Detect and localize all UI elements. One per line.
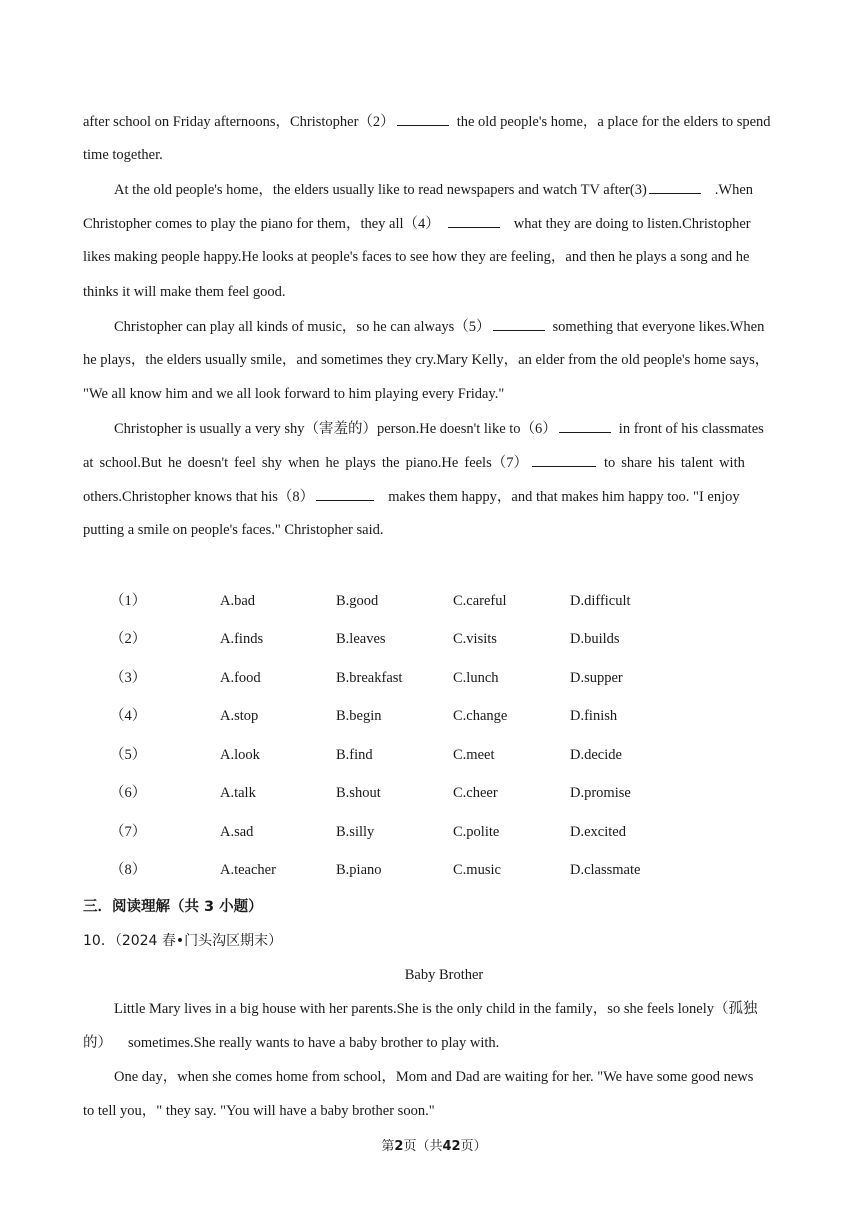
option-c: C.lunch — [453, 670, 499, 686]
answer-blank-3 — [649, 179, 701, 194]
option-number: （7） — [110, 824, 147, 840]
passage-line: thinks it will make them feel good. — [83, 284, 286, 300]
option-row — [0, 783, 868, 803]
option-c: C.polite — [453, 824, 500, 840]
option-c: C.meet — [453, 747, 495, 763]
option-row — [0, 822, 868, 842]
passage-line: time together. — [83, 147, 163, 163]
answer-blank-8 — [316, 486, 374, 501]
option-c: C.change — [453, 708, 508, 724]
option-d: D.finish — [570, 708, 618, 724]
page-total: 42 — [442, 1139, 461, 1154]
option-b: B.breakfast — [336, 670, 403, 686]
option-a: A.finds — [220, 631, 264, 647]
option-b: B.shout — [336, 785, 381, 801]
option-number: （8） — [110, 862, 147, 878]
reading-title: Baby Brother — [404, 967, 484, 983]
option-number: （5） — [110, 747, 147, 763]
option-row — [0, 706, 868, 726]
option-a: A.talk — [220, 785, 256, 801]
option-d: D.supper — [570, 670, 623, 686]
option-row — [0, 591, 868, 611]
passage-line: 的） sometimes.She really wants to have a baby brother to play with. — [83, 1035, 500, 1051]
option-b: B.find — [336, 747, 373, 763]
option-d: D.classmate — [570, 862, 641, 878]
passage-line: putting a smile on people's faces." Christopher said. — [83, 522, 384, 538]
option-number: （4） — [110, 708, 147, 724]
option-a: A.food — [220, 670, 261, 686]
option-b: B.silly — [336, 824, 375, 840]
passage-line: Christopher is usually a very shy（害羞的）person.He doesn't like to（6） in front of his classmates — [114, 418, 786, 439]
passage-line: "We all know him and we all look forward to him playing every Friday." — [83, 386, 505, 402]
option-row — [0, 860, 868, 880]
passage-line: to tell you，" they say. "You will have a baby brother soon." — [83, 1103, 435, 1119]
option-a: A.bad — [220, 593, 256, 609]
option-d: D.difficult — [570, 593, 631, 609]
option-row — [0, 668, 868, 688]
answer-blank-7 — [532, 452, 596, 467]
option-c: C.music — [453, 862, 501, 878]
passage-line: after school on Friday afternoons，Christopher（2） the old people's home，a place for the elders to spend — [83, 111, 786, 132]
answer-blank-5 — [493, 316, 545, 331]
option-b: B.leaves — [336, 631, 386, 647]
option-b: B.piano — [336, 862, 382, 878]
passage-line: Little Mary lives in a big house with her parents.She is the only child in the family，so she feels lonely（孤独 — [114, 1001, 758, 1017]
option-d: D.decide — [570, 747, 622, 763]
option-number: （2） — [110, 631, 147, 647]
question-header: 10．（2024 春•门头沟区期末） — [83, 933, 283, 949]
passage-line: Christopher comes to play the piano for them，they all（4） what they are doing to listen.Christopher — [83, 213, 786, 234]
option-a: A.teacher — [220, 862, 276, 878]
option-a: A.sad — [220, 824, 254, 840]
option-d: D.promise — [570, 785, 631, 801]
option-d: D.excited — [570, 824, 626, 840]
option-b: B.begin — [336, 708, 382, 724]
option-a: A.look — [220, 747, 260, 763]
answer-blank-6 — [559, 418, 611, 433]
option-row — [0, 745, 868, 765]
passage-line: At the old people's home，the elders usually like to read newspapers and watch TV after(3) .When — [114, 179, 786, 200]
passage-line: likes making people happy.He looks at people's faces to see how they are feeling，and then he plays a song and he — [83, 249, 750, 265]
option-c: C.visits — [453, 631, 497, 647]
answer-blank-2 — [397, 111, 449, 126]
answer-blank-4 — [448, 213, 500, 228]
passage-line: he plays，the elders usually smile，and sometimes they cry.Mary Kelly，an elder from the old people's home says， — [83, 352, 770, 368]
option-b: B.good — [336, 593, 379, 609]
page-number: 2 — [394, 1139, 404, 1154]
option-number: （6） — [110, 785, 147, 801]
option-row — [0, 629, 868, 649]
option-number: （1） — [110, 593, 147, 609]
page-footer: 第2页（共42页） — [381, 1139, 487, 1154]
option-c: C.careful — [453, 593, 507, 609]
option-d: D.builds — [570, 631, 620, 647]
passage-line: others.Christopher knows that his（8） makes them happy，and that makes him happy too. "I enjoy — [83, 486, 786, 507]
option-number: （3） — [110, 670, 147, 686]
section-heading: 三．阅读理解（共 3 小题） — [83, 899, 263, 915]
passage-line: at school.But he doesn't feel shy when he plays the piano.He feels（7） to share his talent with — [83, 452, 786, 473]
passage-line: One day，when she comes home from school，Mom and Dad are waiting for her. "We have some good news — [114, 1069, 754, 1085]
passage-line: Christopher can play all kinds of music，so he can always（5） something that everyone likes.When — [114, 316, 786, 337]
option-a: A.stop — [220, 708, 259, 724]
option-c: C.cheer — [453, 785, 498, 801]
